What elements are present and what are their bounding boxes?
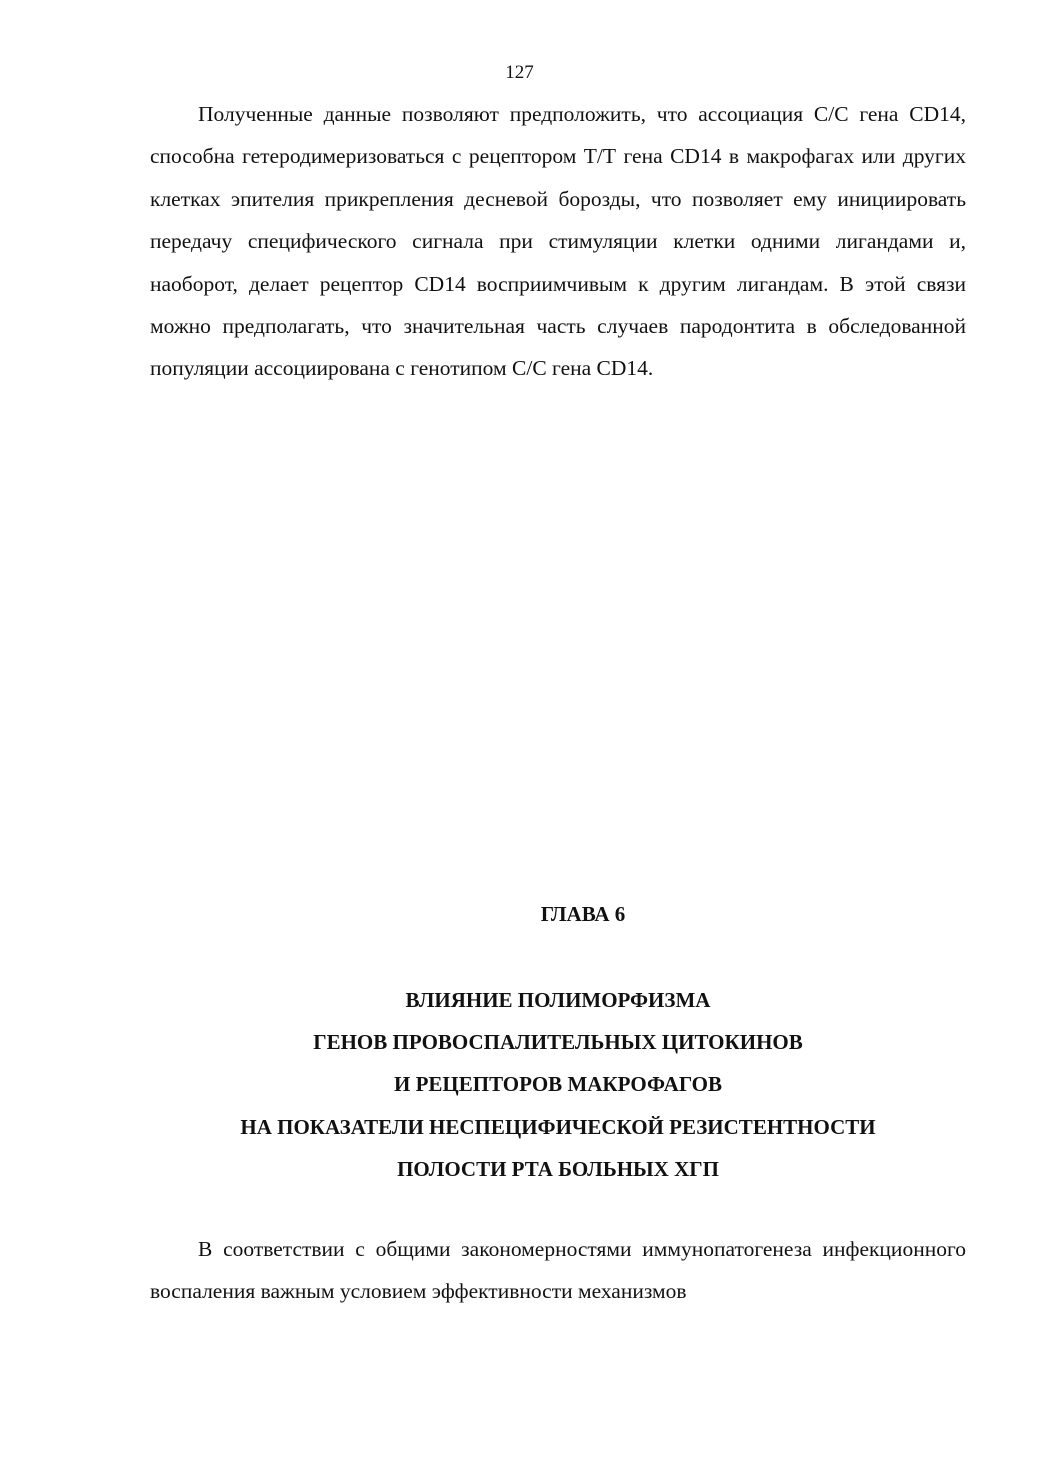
chapter-title-line-4: НА ПОКАЗАТЕЛИ НЕСПЕЦИФИЧЕСКОЙ РЕЗИСТЕНТНОСТИ (240, 1114, 876, 1139)
body-paragraph-1: Полученные данные позволяют предположить, что ассоциация С/С гена CD14, способна гетеродимеризоваться с рецептором Т/Т гена CD14 в макрофагах или других клетках эпителия прикрепления десневой борозды, что позволяет ему инициировать передачу специфического сигнала при стимуляции клетки одними лигандами и, наоборот, делает рецептор CD14 восприимчивым к другим лигандам. В этой связи можно предполагать, что значительная часть случаев пародонтита в обследованной популяции ассоциирована с генотипом С/С гена CD14. (150, 102, 966, 381)
chapter-title-line-5: ПОЛОСТИ РТА БОЛЬНЫХ ХГП (397, 1156, 719, 1181)
chapter-label: ГЛАВА 6 (540, 902, 626, 926)
chapter-title-line-3: И РЕЦЕПТОРОВ МАКРОФАГОВ (393, 1072, 723, 1097)
chapter-title (150, 979, 966, 1190)
page-number: 127 (505, 62, 534, 83)
body-paragraph-2: В соответствии с общими закономерностями иммунопатогенеза инфекционного воспаления важным условием эффективности механизмов (150, 1237, 966, 1304)
chapter-title-line-2: ГЕНОВ ПРОВОСПАЛИТЕЛЬНЫХ ЦИТОКИНОВ (313, 1030, 803, 1055)
chapter-title-line-1: ВЛИЯНИЕ ПОЛИМОРФИЗМА (405, 988, 711, 1012)
